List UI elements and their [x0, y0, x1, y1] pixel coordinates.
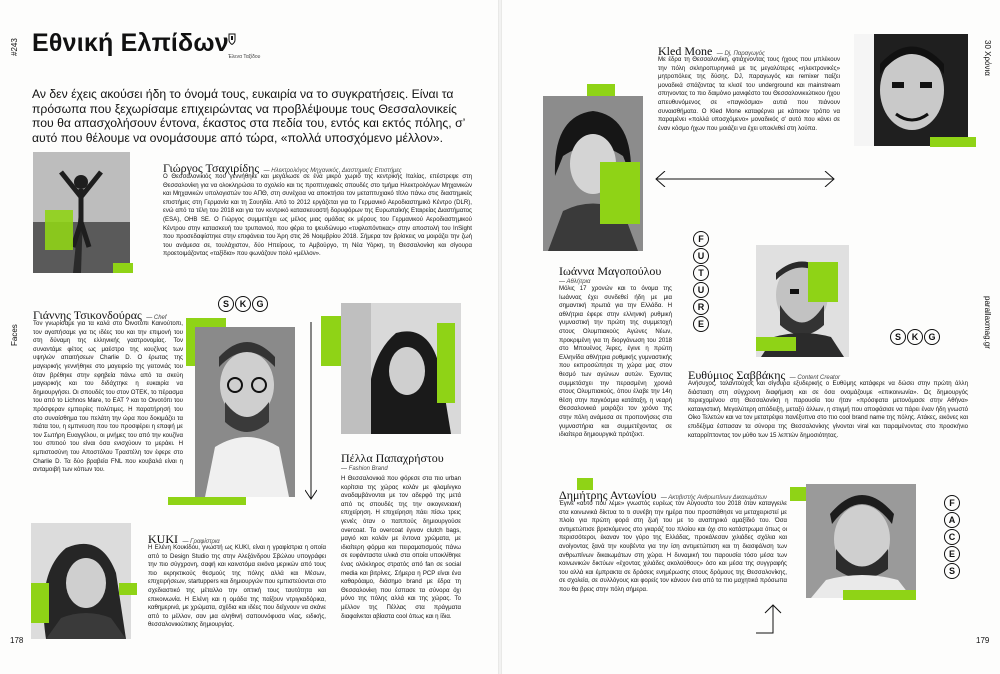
future-letter-circle: R: [693, 299, 709, 315]
profile-text: Έγινε «αυτό που λέμε» γνωστός ευρέως τον Αύγουστο του 2018 όταν καταγγειλε στα κοινωνικά δίκτυα το τι συνέβη την ημέρα που προσπάθησε να μεταχειριστεί με πλοίο για πρώτη φορά στη ζωή του με το αναπηρικό αμαξίδιό του. Όσα αντιμετώπισε βρισκόμενος στο γκαράζ του πλοίου και όχι στο κατάστρωμα όπως οι περισσότεροι, έκαναν τον γύρο της Ελλάδας, προκάλεσαν χιλιάδες σχόλια και ανοίγοντας ξανά την κουβέντα για την ίση αντιμετώπιση και τη διασφάλιση των ανθρωπίνων δικαιωμάτων στη χώρα. Η δυναμική του παρουσία τόσο μέσα των κοινωνικών δικτύων «έχοντας χιλιάδες ακολούθους» όσο και μέσα της συγγραφής του αλλά και έμπρακτα σε δράσεις ενημέρωσης στους δρόμους της Θεσσαλονίκης, σε σχολεία, σε συλλόγους και φορείς τον κάνουν ένα από τα πιο μαχητικά πρόσωπα που θα βρεις στην πόλη σήμερα.: [559, 500, 787, 593]
future-letter-circle: U: [693, 248, 709, 264]
page-number-left: 178: [10, 636, 24, 645]
profile-name: KUKI: [148, 532, 178, 546]
profile-role: — Content Creator: [789, 375, 841, 381]
profile-name: Kled Mone: [658, 44, 713, 58]
profile-role: — Chef: [146, 315, 167, 321]
profile-role: — Αθλήτρια: [559, 279, 591, 285]
profile-role: — Ηλεκτρολόγος Μηχανικός, Διαστημικές Επιστήμες: [263, 168, 402, 174]
future-letter-circle: F: [693, 231, 709, 247]
lead-paragraph: Αν δεν έχεις ακούσει ήδη το όνομά τους, ευκαιρία να το συγκρατήσεις. Είναι τα πρόσωπα που ξεχωρίσαμε επιχειρώντας να προβλέψουμε τους Θεσσαλονικείς που θα απασχολήσουν έντονα, έκαστος στα πεδία του, εντός και εκτός πόλης, σ’ αυτό που θέλουμε να ονομάσουμε από τώρα, «πολλά υποσχόμενο μέλλον».: [32, 87, 465, 145]
profile-role: — Dj, Παραγωγός: [716, 51, 765, 57]
future-letter-circle: U: [693, 282, 709, 298]
profile-text: Η Ελένη Κουκίδου, γνωστή ως KUKI, είναι η γραφίστρια η οποία από το Design Studio της στην Αλεξάνδρου Σβώλου υπογράφει την πιο σύγχρονη, σαφή και καινοτόμα εικόνα μερικών από τους πιο εκρηκτικούς θεσμούς της πόλης αλλά και Μέσων, επιχειρήσεων, startuppers και δημιουργών που εμπιστεύονται στο σχεδιαστικό της μέταλλο την οπτική τους ταυτότητα και επικοινωνία. Η Ελένη και η ομάδα της παίζουν ντριγκαδόρικα, καθημερινά, με χρώματα, σχέδια και ιδέες που δείχνουν να σκάνε από το μέλλον, σαν μια αληθινή σαπουνόφυσα νέας, ειδικής, θεσσαλονικιώτικης δημιουργίας.: [148, 544, 326, 629]
skg-letter-circle: G: [924, 329, 940, 345]
accent-block: [808, 262, 838, 302]
skg-letter-circle: S: [890, 329, 906, 345]
page-title: Εθνική Ελπίδων: [32, 29, 229, 57]
accent-block: [119, 583, 137, 595]
photo-dimitris: [806, 484, 916, 598]
accent-block: [930, 137, 976, 147]
issue-number: #243: [10, 38, 19, 56]
accent-block: [600, 162, 640, 224]
shield-logo-icon: [228, 32, 236, 44]
photo-giorgos: [33, 152, 130, 273]
site-url: parallaxmag.gr: [983, 296, 992, 349]
skg-letter-circle: K: [235, 296, 251, 312]
faces-letter-circle: F: [944, 495, 960, 511]
skg-letter-circle: G: [252, 296, 268, 312]
profile-text: Η Θεσσαλονικιά που φόρεσε στα πιο urban κορίτσια της χώρας κολάν με φλαμίνγκο αναδαμβάνονται με τον αδερφό της μετά από τις σπουδές της την οικογενειακή επιχείρηση. Η επιχείρηση πάει πίσω τρεις γενιές όταν ο παππούς δημιουργούσε overcoat. Τα overcoat έγιναν clutch bags, μαγιό και κολάν με έντονα χρώματα, με ιδιαίτερη φόρμα και πειραματισμούς πάνω σε ευφάνταστα υλικά στα οποία υποκλίθηκε ένας ολόκληρος στρατός από fan σε social media και βιτρίνες. Σήμερα η PCP είναι ένα καθαρόαιμο, διάσημο brand με έδρα τη Θεσσαλονίκη που έσπασε τα σύνορα όχι μόνο της πόλης αλλά και της χώρας. Το μέλλον της Πέλλας στα πράγματα διαφαίνεται αβίαστα cool όπως και η ίδια.: [341, 475, 461, 620]
profile-text: Με έδρα τη Θεσσαλονίκη, φτιάχνοντας τους ήχους που μπλέκουν την πόλη σκληροπυρηνικά με τις μεγαλύτερες «ηλεκτρονικές» μητροπόλεις της δύσης. DJ, παραγωγός και remixer παίζει μοναδικά σπάζοντας τα κλισέ του underground και mainstream σπηνοντας το πιο δαιμόνιο μανιφέστο του Θεσσαλονικιώτικου ήχου απευθυνόμενος σε «παγκόσμια» αυτιά που πιάνουν συναισθήματα. Ο Kled Mone καταφέρνει με κάποιον τρόπο να παραμένει «πολλά υποσχόμενο» μοναδικός σ’ αυτό που κάνει σε έναν κόσμο ήχων που μοιάζει να έχει υποκλιθεί στη λούπα.: [658, 56, 840, 132]
profile-role: — Fashion Brand: [341, 466, 388, 472]
profile-name: Γιώργος Τσαχιρίδης: [163, 161, 260, 175]
profile-name: Ιωάννα Μαγοπούλου: [559, 264, 662, 278]
faces-letter-circle: C: [944, 529, 960, 545]
skg-letter-circle: K: [907, 329, 923, 345]
photo-kled: [854, 34, 968, 146]
issue-label: 30 Χρόνια: [983, 40, 992, 76]
double-arrow-icon: [655, 171, 835, 187]
profile-name: Δημήτρης Αντωνίου: [559, 488, 657, 502]
faces-letter-circle: S: [944, 563, 960, 579]
profile-text: Ο Θεσσαλονικιός που γεννήθηκε και μεγάλωσε σε ένα μικρό χωριό της κεντρικής Ιταλίας, επέστρεψε στη Θεσσαλονίκη για να ολοκληρώσει το σχολείο και τις προπτυχιακές σπουδές στο τμήμα Ηλεκτρολόγων Μηχανικών και Μηχανικών υπολογιστών του ΑΠΘ, στη συνέχεια να αποκτήσει τον μεταπτυχιακό τίτλο πάνω στις διαστημικές επιστήμες στη Γερμανία και τη Σουηδία. Από το 2012 εργάζεται για το Γερμανικό Αεροδιαστημικό Κέντρο (DLR), ενώ από τα τέλη του 2018 και για τον κεντρικό κατασκευαστή δορυφόρων της Ευρωπαϊκής Εταιρείας Διαστήματος (ESA), OHB SE. Ο Γιώργος συμμετέχει ως μέλος μιας ομάδας εκ μέρους του Γερμανικού Αεροδιαστημικού Κέντρου στην κατασκευή του τρυπανιού, που φέρει το ψευδώνυμο «τυφλοπόντικας» στην αποστολή του InSight που προσεδαφίστηκε στην επιφάνεια του Άρη στις 26 Νοεμβρίου 2018. Σήμερα τον βρίσκεις να μοιράζει την ζωή του ανάμεσα σε, τουλάχιστον, δύο Ηπείρους, το Αμβούργο, τη Νέα Υόρκη, τη Θεσσαλονίκη και σίγουρα προετοιμάζοντας «ταξίδια» που φωνάζουν πολύ «μέλλον».: [163, 173, 472, 258]
page-number-right: 179: [976, 636, 990, 645]
accent-block: [168, 497, 246, 505]
profile-name: Γιάννης Τσικονδούρας: [33, 308, 142, 322]
skg-letter-circle: S: [218, 296, 234, 312]
profile-text: Τον γνωρίσαμε για τα καλά στο Οινοτόπι Καινούτοπι, τον αγαπήσαμε για τις ιδέες του και την επιμονή του στη δύναμη της ελληνικής γαστρονομίας. Τον συναντάμε φέτος ως μαέστρο της κουζίνας των υψηλών απαιτήσεων Charlie D. Ο έρωτας της μαγειρικής γεννήθηκε στο μαγειρείο της γειτονιάς του όταν βρέθηκε στην εφηβεία πάνω από τα σκεύη μαγειρικής και του διδάχτηκε η ευκαιρία να δημιουργήσει. Οι σπουδές του στον ΟΤΕΚ, το πέρασμα του από το Lichnos Mare, το EAT ? και το Οινοτόπι του πρόσφεραν εμπειρίες πολύτιμες. Η παρατήρησή του στο συναίσθημα του πελάτη την ώρα που δοκιμάζει τα πιάτα του, η εμπνευση που του προσφέρει η επαφή με τον Σωτήρη Ευαγγέλου, οι μνήμες του από την κουζίνα του σπιτιού του είναι όσα ενισχύουν το μεράκι. Η εμπιστοσύνη του Αποστόλου Τραστέλη τον έφερε στο Charlie D. Τα δύο βραβεία FNL που κουβαλά είναι η ανταμοιβή των κόπων του.: [33, 320, 183, 474]
faces-letter-circle: E: [944, 546, 960, 562]
author-name: Έλενα Ταξίδου: [228, 54, 261, 60]
accent-block: [843, 590, 916, 600]
accent-block: [756, 337, 796, 351]
section-label: Faces: [10, 324, 19, 346]
future-letter-circle: T: [693, 265, 709, 281]
profile-text: Ανήσυχος, ταλαντούχος και σίγουρα εξυδερικής ο Ευθύμης κατάφερε να δώσει στην πρώτη άλλη διάσταση στη σύγχρονη διαφήμιση και σε όσα ονομάζουμε «επικοινωνία». Ως δημιουργός περιεχομένου στη Θεσσαλονίκη η παρουσία του ήταν «πρόσφατα μετονόμασε στην Αθήνα» καταιγιστική. Μεγαλύτερη απόδειξη, μεταξύ άλλων, η στιγμή που αποφάσισε να πάρει έναν ήδη γνωστό Οίκο Τελετών και να τον μετατρέψει πανέξυπνα στο πιο cool brand name της πόλης. Ατάκες, εικόνες και επιδέξιμα έσπασαν τα σύνορα της Θεσσαλονίκης γίνονται viral και παραμένοντας στο προσκήνιο καταρρίπτοντας τον μύθο των 15 λεπτών δημοσιότητας.: [688, 380, 968, 439]
photo-giannis: [195, 327, 295, 497]
page-gutter: [498, 0, 502, 674]
accent-block: [113, 263, 133, 273]
profile-role: — Γραφίστρια: [182, 539, 220, 545]
profile-role: — Ακτιβιστής Ανθρωπίνων Δικαιωμάτων: [660, 495, 768, 501]
accent-block: [437, 323, 455, 403]
profile-name: Πέλλα Παπαχρήστου: [341, 451, 444, 465]
profile-name: Ευθύμιος Σαββάκης: [688, 368, 786, 382]
faces-letter-circle: A: [944, 512, 960, 528]
future-letter-circle: E: [693, 316, 709, 332]
arrow-up-icon: [756, 604, 790, 634]
photo-kuki: [31, 523, 131, 639]
profile-text: Μόλις 17 χρονών και το όνομα της Ιωάννας έχει συνδεθεί ήδη με μια σημαντική πρωτιά για την Ελλάδα. Η αθλήτρια έφερε στην ελληνική ρυθμική γυμναστική την πρώτη της συμμετοχή στους Ολυμπιακούς Αγώνες Νέων, προκριμένη για τη διοργάνωση του 2018 στο Μπουένος Άιρες, έγινε η πρώτη Ελληνίδα αθλήτρια ρυθμικής γυμναστικής που εκπροσώπησε τη χώρα μας στον θεσμό των αγώνων αυτών. Έχοντας συμμετάσχει την περασμένη χρονιά στους Ολυμπιακούς, όπου έλαβε την 14η θέση στην παγκόσμια κατάταξη, η νεαρή Θεσσαλονικιά μοιράζει τον χρόνο της στην πόλη ανάμεσα σε προπονήσεις στα γυμναστήρια και συμμετέχοντας σε ιδιαίτερα δημιουργικά πρότζεκτ.: [559, 285, 672, 439]
arrow-down-icon: [308, 322, 314, 500]
